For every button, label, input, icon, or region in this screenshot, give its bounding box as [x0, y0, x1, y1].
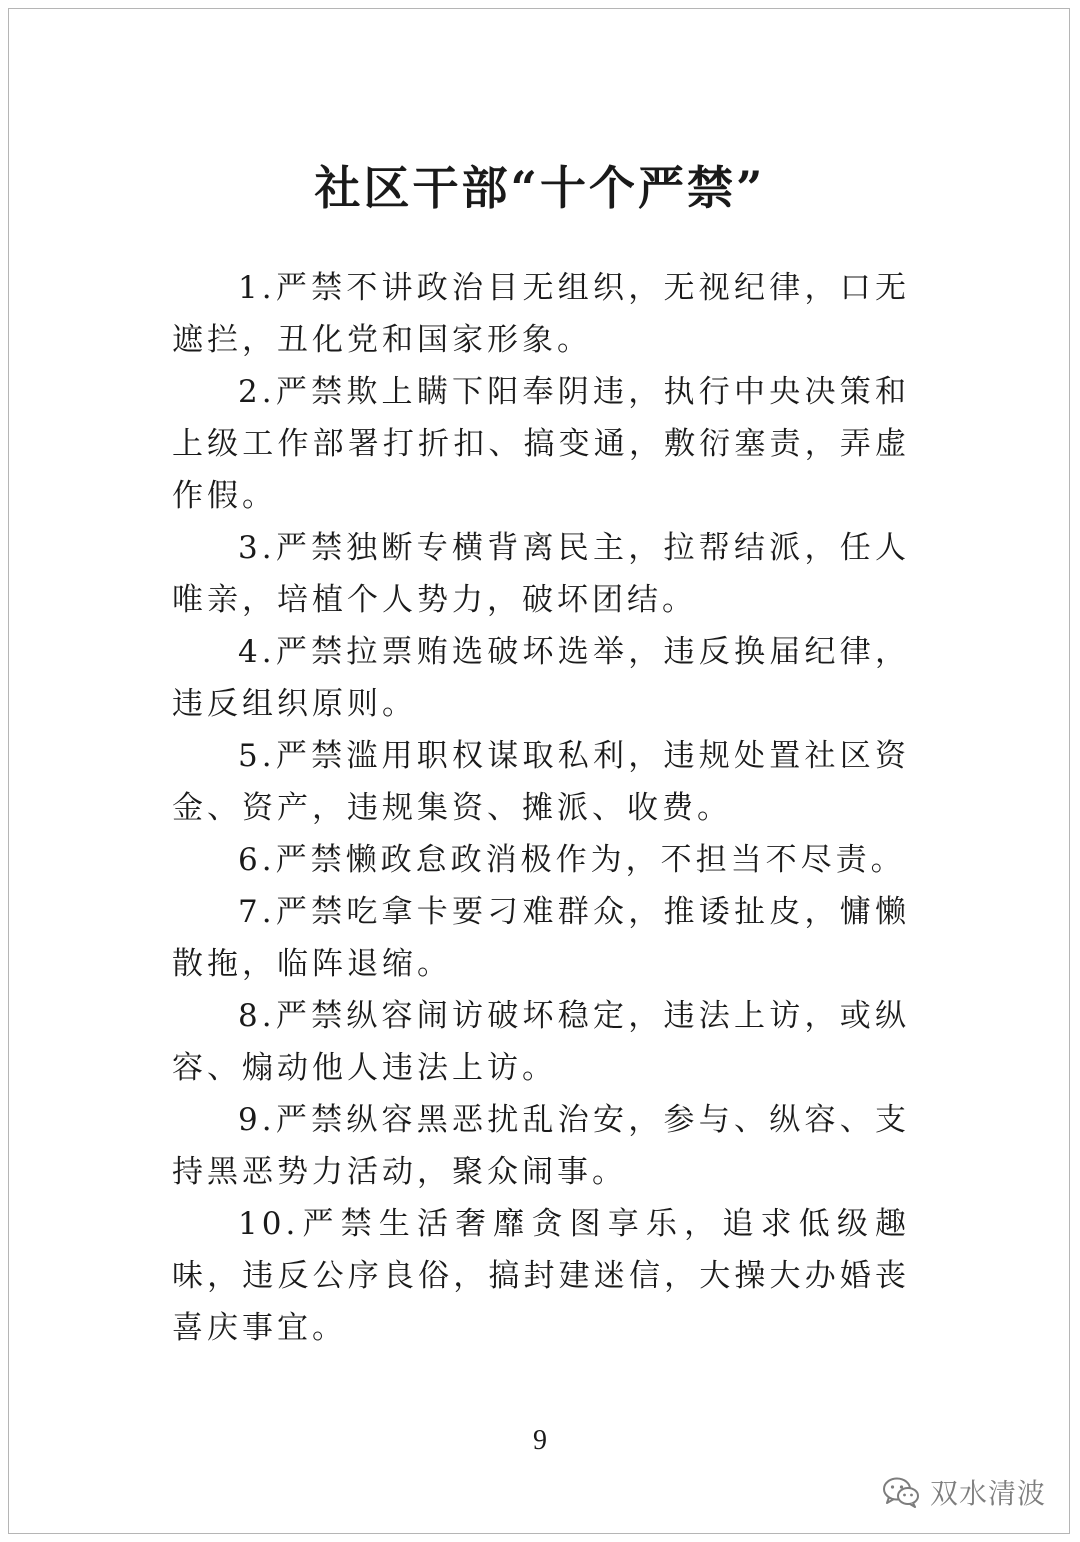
rule-item: 5.严禁滥用职权谋取私利，违规处置社区资金、资产，违规集资、摊派、收费。: [172, 738, 910, 826]
rule-item: 8.严禁纵容闹访破坏稳定，违法上访，或纵容、煽动他人违法上访。: [172, 998, 910, 1086]
rule-item: 2.严禁欺上瞒下阳奉阴违，执行中央决策和上级工作部署打折扣、搞变通，敷衍塞责，弄虚作假。: [172, 374, 910, 514]
rules-list: [172, 262, 910, 1354]
rule-item: 9.严禁纵容黑恶扰乱治安，参与、纵容、支持黑恶势力活动，聚众闹事。: [172, 1102, 910, 1190]
page-number: 9: [533, 1425, 547, 1456]
page-title: 社区干部“十个严禁”: [314, 161, 766, 215]
watermark: [882, 1472, 1046, 1512]
rule-item: 10.严禁生活奢靡贪图享乐，追求低级趣味，违反公序良俗，搞封建迷信，大操大办婚丧喜庆事宜。: [172, 1206, 910, 1346]
watermark-text: 双水清波: [929, 1477, 1046, 1510]
rule-item: 3.严禁独断专横背离民主，拉帮结派，任人唯亲，培植个人势力，破坏团结。: [172, 530, 910, 618]
rule-item: 7.严禁吃拿卡要刁难群众，推诿扯皮，慵懒散拖，临阵退缩。: [172, 894, 910, 982]
rule-item: 4.严禁拉票贿选破坏选举，违反换届纪律，违反组织原则。: [172, 634, 910, 722]
wechat-icon: [882, 1476, 920, 1508]
rule-item: 1.严禁不讲政治目无组织，无视纪律，口无遮拦，丑化党和国家形象。: [172, 270, 910, 358]
rule-item: 6.严禁懒政怠政消极作为，不担当不尽责。: [238, 842, 906, 878]
